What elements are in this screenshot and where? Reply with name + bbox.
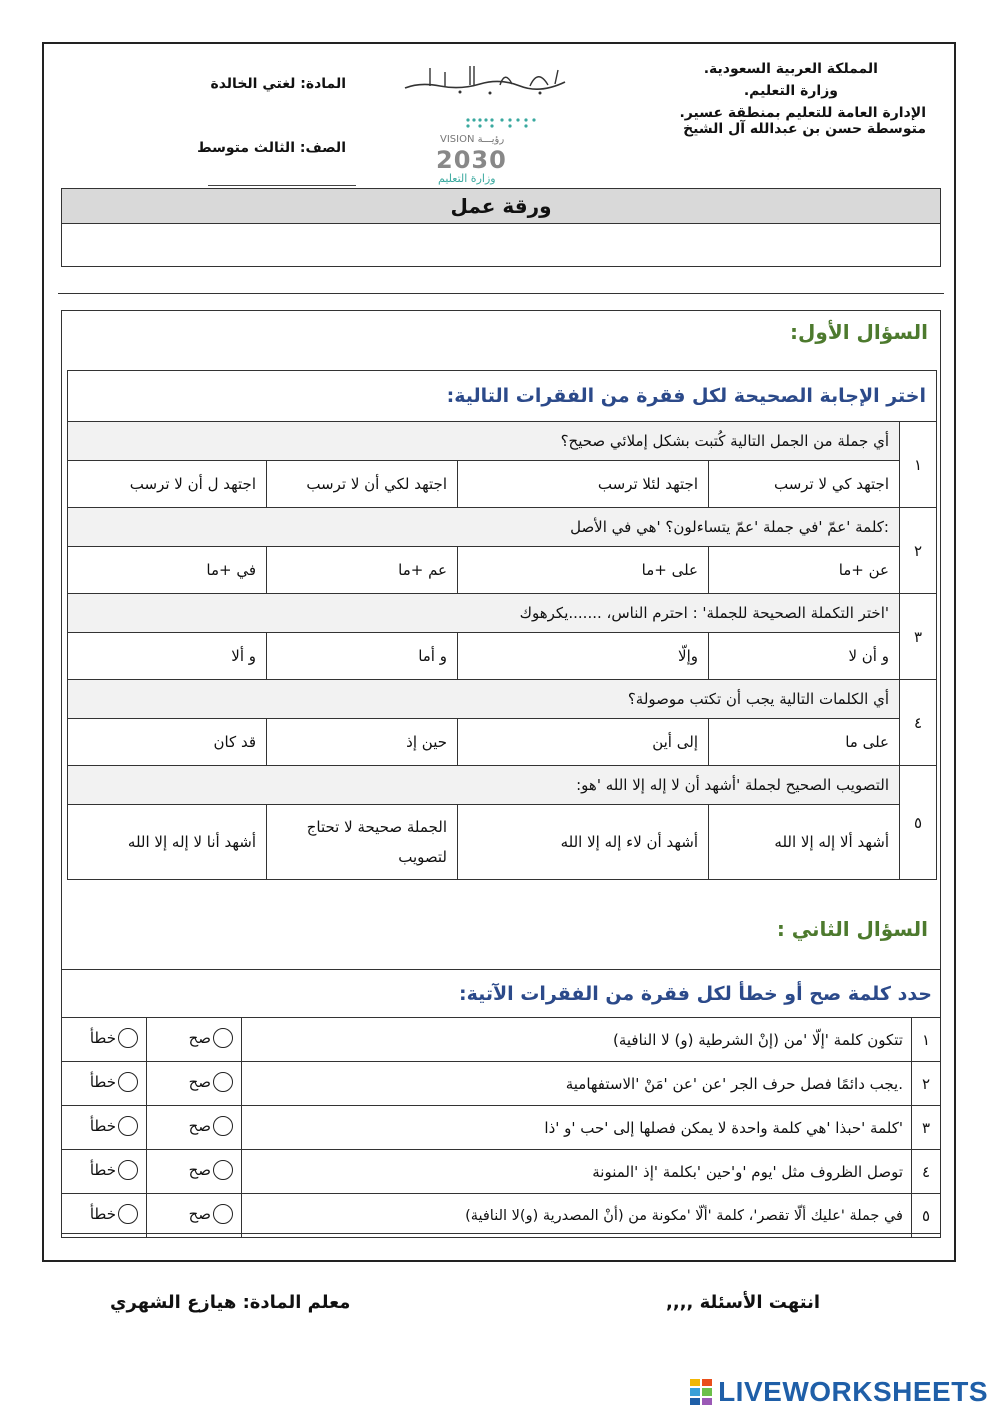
q1-option[interactable]: اجتهد لئلا ترسب xyxy=(458,461,709,508)
true-label: صح xyxy=(188,1072,211,1091)
true-label: صح xyxy=(188,1204,211,1223)
q1-option[interactable]: أشهد ألا إله إلا الله xyxy=(709,805,900,880)
q2-item-text: في جملة 'عليك ألّا تقصر'، كلمة 'ألّا 'مكونة من (أنْ المصدرية (و)لا النافية) xyxy=(242,1194,912,1238)
basmala-calligraphy xyxy=(400,60,570,98)
radio-circle-icon[interactable] xyxy=(118,1160,138,1180)
radio-circle-icon[interactable] xyxy=(118,1028,138,1048)
q2-true-option[interactable] xyxy=(189,1204,233,1224)
ministry-logo-text: وزارة التعليم xyxy=(438,172,496,185)
q1-item-number: ٢ xyxy=(900,508,937,594)
q1-option[interactable]: عم +ما xyxy=(267,547,458,594)
q1-item-question: أي الكلمات التالية يجب أن تكتب موصولة؟ xyxy=(68,680,900,719)
radio-circle-icon[interactable] xyxy=(118,1116,138,1136)
q2-true-cell xyxy=(147,1106,242,1150)
header-institution xyxy=(556,58,926,140)
q1-item-number: ٥ xyxy=(900,766,937,880)
q2-item-number: ٣ xyxy=(912,1106,941,1150)
q2-false-cell xyxy=(62,1062,147,1106)
worksheet-title: ورقة عمل xyxy=(62,189,940,224)
q2-table xyxy=(61,969,941,1238)
radio-circle-icon[interactable] xyxy=(118,1204,138,1224)
true-label: صح xyxy=(188,1160,211,1179)
q2-true-option[interactable] xyxy=(189,1072,233,1092)
q2-item-text: .يجب دائمًا فصل حرف الجر 'عن 'عن 'مَنْ 'الاستفهامية xyxy=(242,1062,912,1106)
q1-option[interactable]: اجتهد كي لا ترسب xyxy=(709,461,900,508)
end-of-questions: انتهت الأسئلة ,,,, xyxy=(666,1292,820,1313)
q1-option[interactable]: في +ما xyxy=(68,547,267,594)
liveworksheets-wordmark: LIVEWORKSHEETS xyxy=(718,1376,988,1407)
q1-item-question: أي جملة من الجمل التالية كُتبت بشكل إملائي صحيح؟ xyxy=(68,422,900,461)
q2-item-text: تتكون كلمة 'إلّا 'من (إنْ الشرطية (و) لا النافية) xyxy=(242,1018,912,1062)
vision-2030-logo xyxy=(432,114,544,190)
q2-false-option[interactable] xyxy=(90,1204,138,1224)
vision-text: VISION رؤيـــة xyxy=(440,134,505,145)
q2-false-cell xyxy=(62,1194,147,1238)
q1-option[interactable]: وإلّا xyxy=(458,633,709,680)
false-label: خطأ xyxy=(89,1072,116,1091)
false-label: خطأ xyxy=(89,1204,116,1223)
q2-true-option[interactable] xyxy=(189,1116,233,1136)
q1-table xyxy=(67,370,937,880)
q1-item-number: ١ xyxy=(900,422,937,508)
q2-true-option[interactable] xyxy=(189,1160,233,1180)
true-label: صح xyxy=(188,1116,211,1135)
q2-item-text: توصل الظروف مثل 'يوم 'و'حين 'بكلمة 'إذ 'المنونة xyxy=(242,1150,912,1194)
q1-title: السؤال الأول: xyxy=(790,320,928,344)
q1-option[interactable]: إلى أين xyxy=(458,719,709,766)
q2-item-number: ٤ xyxy=(912,1150,941,1194)
q2-item-number: ٢ xyxy=(912,1062,941,1106)
q1-item-question: التصويب الصحيح لجملة 'أشهد أن لا إله إلا الله 'هو: xyxy=(68,766,900,805)
false-label: خطأ xyxy=(89,1160,116,1179)
q1-option[interactable]: أشهد أن لاء إله إلا الله xyxy=(458,805,709,880)
q1-option[interactable]: أشهد أنا لا إله إلا الله xyxy=(68,805,267,880)
q2-false-cell xyxy=(62,1018,147,1062)
q2-false-option[interactable] xyxy=(90,1028,138,1048)
header-divider xyxy=(58,293,944,294)
q1-option[interactable]: و أما xyxy=(267,633,458,680)
q2-false-option[interactable] xyxy=(90,1160,138,1180)
q1-option[interactable]: عن +ما xyxy=(709,547,900,594)
worksheet-title-box xyxy=(61,188,941,267)
grade-label: الصف: الثالث متوسط xyxy=(197,140,346,156)
header-line-school: متوسطة حسن بن عبدالله آل الشيخ xyxy=(683,121,926,137)
q2-true-cell xyxy=(147,1062,242,1106)
q2-false-option[interactable] xyxy=(90,1116,138,1136)
q2-false-option[interactable] xyxy=(90,1072,138,1092)
radio-circle-icon[interactable] xyxy=(213,1204,233,1224)
liveworksheets-brand[interactable] xyxy=(690,1376,988,1408)
header-line-ministry: وزارة التعليم. xyxy=(743,83,838,99)
q1-item-question: :كلمة 'عمّ 'في جملة 'عمّ يتساءلون؟ 'هي في الأصل xyxy=(68,508,900,547)
grade-underline xyxy=(208,185,356,186)
q2-item-text: 'كلمة 'حبذا 'هي كلمة واحدة لا يمكن فصلها إلى 'حب 'و 'ذا xyxy=(242,1106,912,1150)
q2-title: السؤال الثاني : xyxy=(776,917,928,941)
q1-option[interactable]: اجتهد لكي أن لا ترسب xyxy=(267,461,458,508)
q2-true-cell xyxy=(147,1194,242,1238)
q1-option[interactable]: حين إذ xyxy=(267,719,458,766)
q1-option[interactable]: و ألا xyxy=(68,633,267,680)
q2-true-option[interactable] xyxy=(189,1028,233,1048)
radio-circle-icon[interactable] xyxy=(213,1116,233,1136)
q1-item-number: ٤ xyxy=(900,680,937,766)
q2-item-number: ١ xyxy=(912,1018,941,1062)
subject-label: المادة: لغتي الخالدة xyxy=(210,76,346,92)
q1-option[interactable]: على +ما xyxy=(458,547,709,594)
false-label: خطأ xyxy=(89,1028,116,1047)
false-label: خطأ xyxy=(89,1116,116,1135)
radio-circle-icon[interactable] xyxy=(213,1072,233,1092)
header-line-directorate: الإدارة العامة للتعليم بمنطقة عسير. xyxy=(679,105,926,121)
q2-true-cell xyxy=(147,1150,242,1194)
q2-false-cell xyxy=(62,1106,147,1150)
radio-circle-icon[interactable] xyxy=(118,1072,138,1092)
q1-instruction-cell xyxy=(68,371,937,422)
header-line-country: المملكة العربية السعودية. xyxy=(703,61,878,77)
liveworksheets-logo-icon xyxy=(690,1379,712,1405)
q1-option[interactable]: و أن لا xyxy=(709,633,900,680)
q2-item-number: ٥ xyxy=(912,1194,941,1238)
q1-option[interactable]: الجملة صحيحة لا تحتاج لتصويب xyxy=(267,805,458,880)
q1-instruction: اختر الإجابة الصحيحة لكل فقرة من الفقرات التالية: xyxy=(446,385,926,407)
radio-circle-icon[interactable] xyxy=(213,1160,233,1180)
q1-option[interactable]: قد كان xyxy=(68,719,267,766)
q1-option[interactable]: اجتهد ل أن لا ترسب xyxy=(68,461,267,508)
true-label: صح xyxy=(188,1028,211,1047)
q1-option[interactable]: على ما xyxy=(709,719,900,766)
q2-instruction-cell xyxy=(62,970,941,1018)
q2-false-cell xyxy=(62,1150,147,1194)
q1-item-number: ٣ xyxy=(900,594,937,680)
teacher-name: معلم المادة: هيازع الشهري xyxy=(110,1292,351,1313)
radio-circle-icon[interactable] xyxy=(213,1028,233,1048)
vision-year: 2030 xyxy=(436,146,507,174)
q2-instruction: حدد كلمة صح أو خطأ لكل فقرة من الفقرات الآتية: xyxy=(459,982,932,1005)
q2-true-cell xyxy=(147,1018,242,1062)
q1-item-question: 'اختر التكملة الصحيحة للجملة' : احترم الناس، .......يكرهوك xyxy=(68,594,900,633)
